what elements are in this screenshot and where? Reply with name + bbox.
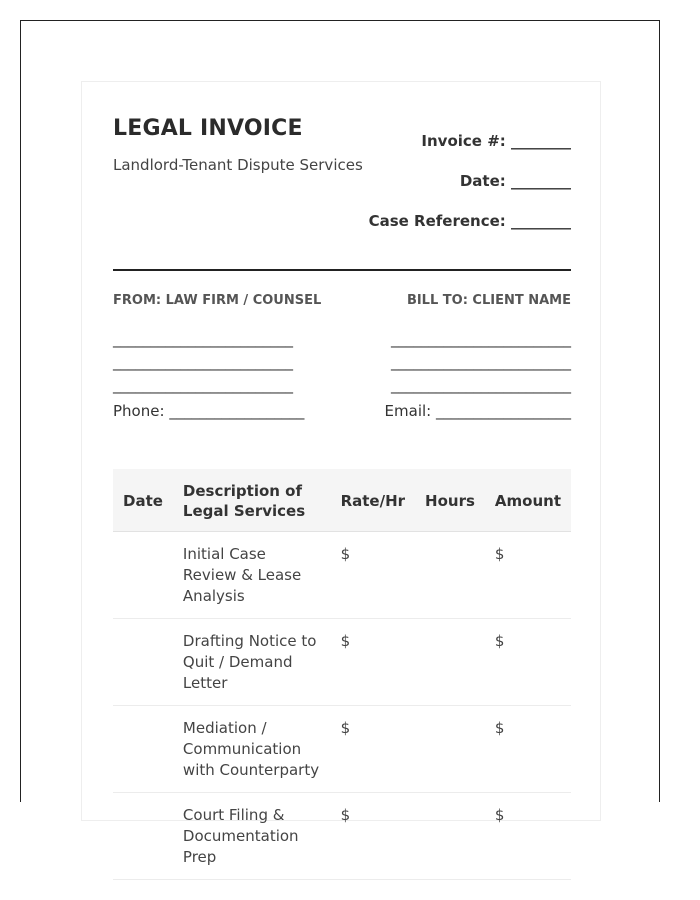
table-row <box>113 619 571 706</box>
case-reference-blank: ________ <box>511 212 571 230</box>
header-description: Description of Legal Services <box>173 469 331 532</box>
row-hours <box>415 706 485 793</box>
row-description: Drafting Notice to Quit / Demand Letter <box>173 619 331 706</box>
invoice-date-field <box>460 172 571 190</box>
invoice-title: LEGAL INVOICE <box>113 116 303 141</box>
row-amount: $ <box>485 793 571 880</box>
row-amount: $ <box>485 706 571 793</box>
header-divider <box>113 269 571 271</box>
email-label: Email: <box>384 402 432 420</box>
from-line-2: ________________________ <box>113 353 293 371</box>
row-description: Initial Case Review & Lease Analysis <box>173 532 331 619</box>
bill-to-email-field <box>385 402 571 420</box>
phone-label: Phone: <box>113 402 165 420</box>
row-rate: $ <box>331 706 415 793</box>
from-line-3: ________________________ <box>113 376 293 394</box>
invoice-number-label: Invoice #: <box>421 132 506 150</box>
from-heading: FROM: LAW FIRM / COUNSEL <box>113 293 322 308</box>
case-reference-field <box>369 212 571 230</box>
table-row <box>113 793 571 880</box>
bill-to-heading: BILL TO: CLIENT NAME <box>406 293 571 308</box>
from-line-1: ________________________ <box>113 330 293 348</box>
services-table <box>113 469 571 880</box>
case-reference-label: Case Reference: <box>368 212 506 230</box>
header-date: Date <box>113 469 173 532</box>
invoice-number-blank: ________ <box>511 132 571 150</box>
row-date <box>113 619 173 706</box>
row-hours <box>415 619 485 706</box>
email-blank: __________________ <box>436 402 571 420</box>
row-date <box>113 706 173 793</box>
header-hours: Hours <box>415 469 485 532</box>
header-rate: Rate/Hr <box>331 469 415 532</box>
row-rate: $ <box>331 619 415 706</box>
bill-to-line-3: ________________________ <box>391 376 571 394</box>
row-rate: $ <box>331 532 415 619</box>
row-amount: $ <box>485 532 571 619</box>
bill-to-line-1: ________________________ <box>391 330 571 348</box>
header-amount: Amount <box>485 469 571 532</box>
row-description: Court Filing & Documentation Prep <box>173 793 331 880</box>
row-description: Mediation / Communication with Counterparty <box>173 706 331 793</box>
row-amount: $ <box>485 619 571 706</box>
row-date <box>113 793 173 880</box>
document-frame <box>20 20 660 866</box>
table-header-row <box>113 469 571 532</box>
table-row <box>113 532 571 619</box>
invoice-number-field <box>421 132 571 150</box>
phone-blank: __________________ <box>169 402 305 420</box>
row-hours <box>415 793 485 880</box>
invoice-date-label: Date: <box>459 172 506 190</box>
row-hours <box>415 532 485 619</box>
invoice-subtitle: Landlord-Tenant Dispute Services <box>113 156 363 174</box>
from-phone-field <box>113 402 304 420</box>
table-row <box>113 706 571 793</box>
invoice-date-blank: ________ <box>511 172 571 190</box>
invoice-page <box>81 81 601 866</box>
bill-to-line-2: ________________________ <box>391 353 571 371</box>
row-date <box>113 532 173 619</box>
row-rate: $ <box>331 793 415 880</box>
